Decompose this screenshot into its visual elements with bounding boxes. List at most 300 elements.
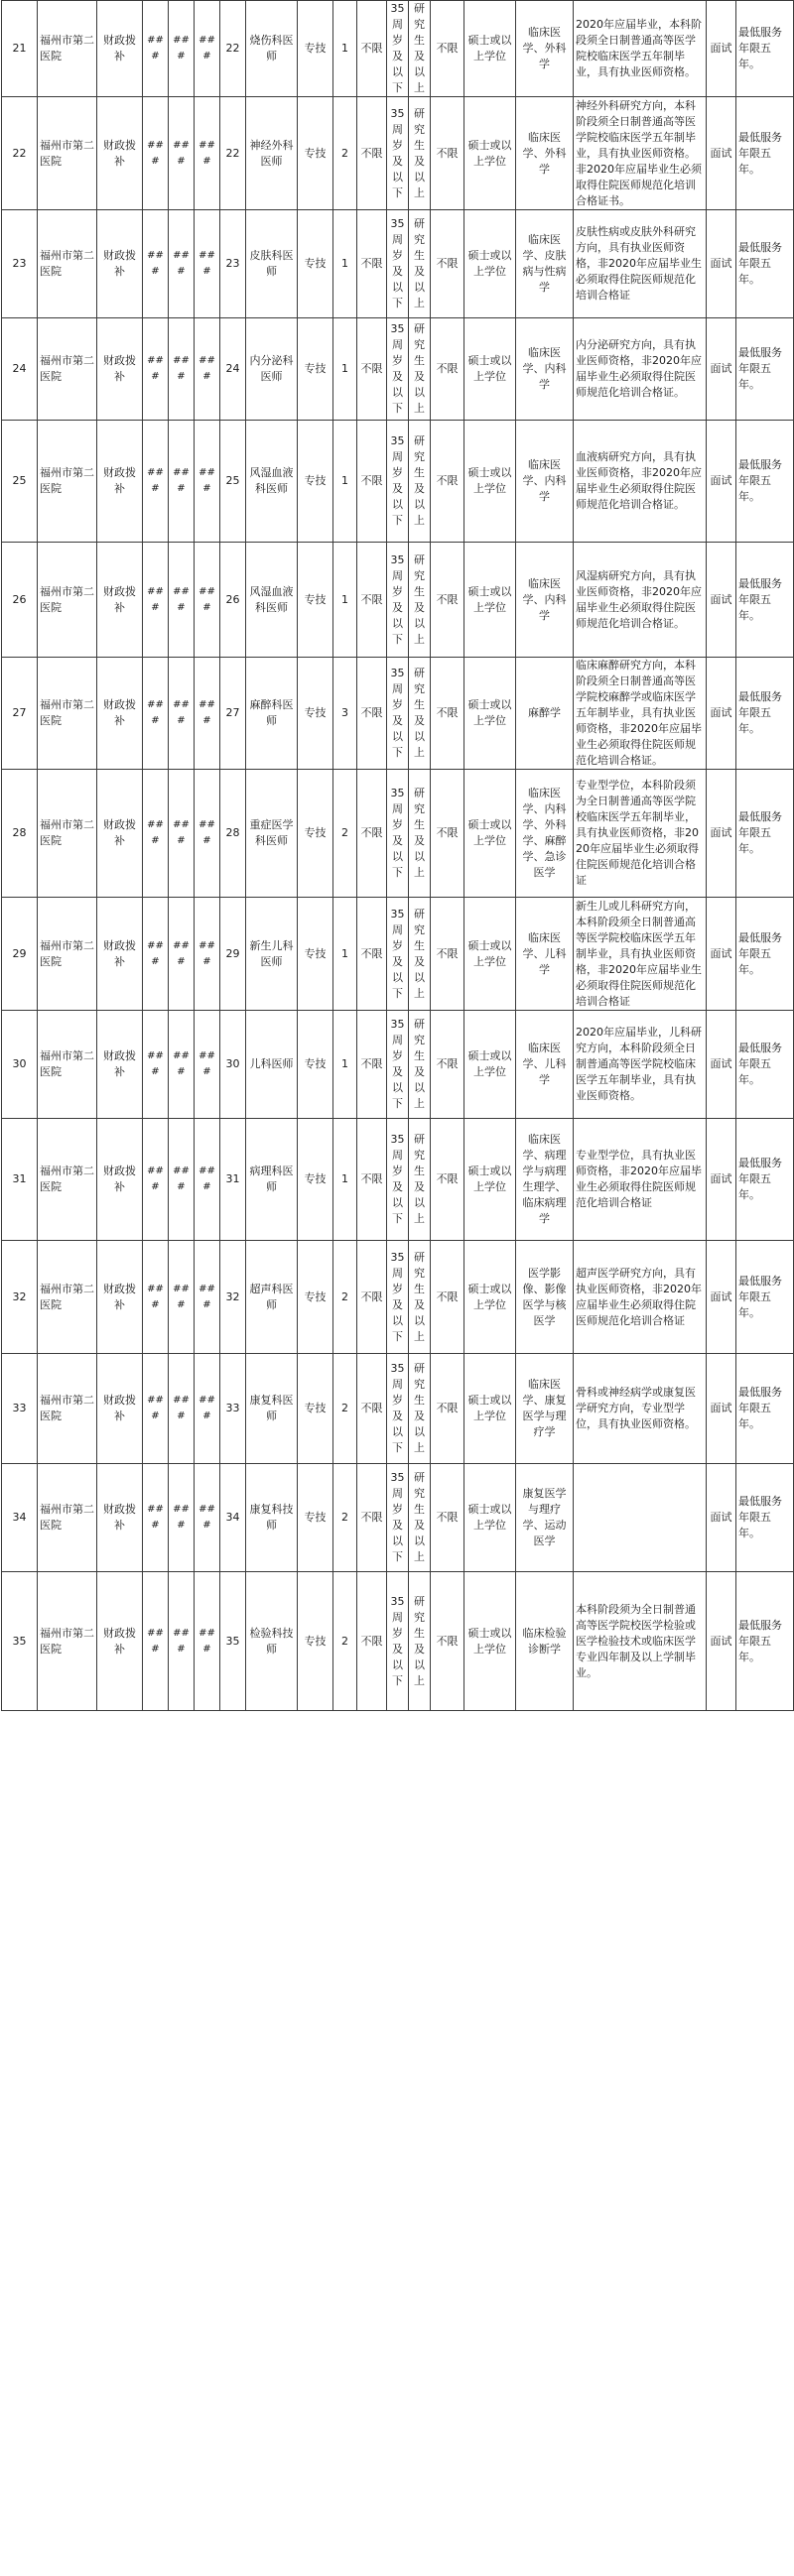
row-gender: 不限 (357, 318, 387, 421)
row-age: 35周岁及以下 (387, 1354, 409, 1464)
row-major: 麻醉学 (516, 658, 574, 770)
row-hukou: 不限 (431, 1464, 464, 1572)
row-pos-code: 28 (220, 770, 246, 898)
row-code3: ### (195, 770, 220, 898)
row-unit: 福州市第二医院 (38, 1, 97, 97)
row-pos-type: 专技 (298, 1572, 333, 1711)
row-count: 1 (333, 421, 357, 543)
row-requirements: 超声医学研究方向，具有执业医师资格，非2020年应届毕业生必须取得住院医师规范化培训合格证 (574, 1241, 707, 1354)
row-pos-name: 康复科技师 (246, 1464, 298, 1572)
row-age: 35周岁及以下 (387, 770, 409, 898)
row-count: 1 (333, 1, 357, 97)
row-hukou: 不限 (431, 770, 464, 898)
row-exam: 面试 (707, 97, 736, 210)
row-major: 临床医学、内科学 (516, 318, 574, 421)
row-count: 2 (333, 1572, 357, 1711)
row-count: 1 (333, 898, 357, 1011)
row-gender: 不限 (357, 543, 387, 658)
row-code3: ### (195, 318, 220, 421)
row-fund: 财政拨补 (97, 97, 143, 210)
row-pos-code: 30 (220, 1011, 246, 1119)
row-count: 1 (333, 1011, 357, 1119)
row-fund: 财政拨补 (97, 1011, 143, 1119)
row-edu: 研究生及以上 (409, 421, 431, 543)
row-fund: 财政拨补 (97, 210, 143, 318)
row-count: 1 (333, 1119, 357, 1241)
table-row (2, 1241, 794, 1354)
row-code2: ### (169, 1241, 195, 1354)
row-exam: 面试 (707, 1354, 736, 1464)
row-note: 最低服务年限五年。 (736, 1119, 794, 1241)
row-note: 最低服务年限五年。 (736, 770, 794, 898)
row-seq: 23 (2, 210, 38, 318)
row-code1: ### (143, 318, 169, 421)
row-edu: 研究生及以上 (409, 1572, 431, 1711)
row-degree: 硕士或以上学位 (464, 1119, 516, 1241)
row-requirements: 专业型学位，本科阶段须为全日制普通高等医学院校临床医学五年制毕业，具有执业医师资格，非2020年应届毕业生必须取得住院医师规范化培训合格证 (574, 770, 707, 898)
row-edu: 研究生及以上 (409, 1241, 431, 1354)
row-exam: 面试 (707, 1572, 736, 1711)
row-degree: 硕士或以上学位 (464, 1241, 516, 1354)
row-gender: 不限 (357, 898, 387, 1011)
row-count: 3 (333, 658, 357, 770)
row-code2: ### (169, 1011, 195, 1119)
row-exam: 面试 (707, 543, 736, 658)
row-major: 临床医学、康复医学与理疗学 (516, 1354, 574, 1464)
table-row (2, 1354, 794, 1464)
row-note: 最低服务年限五年。 (736, 1354, 794, 1464)
row-code2: ### (169, 1119, 195, 1241)
table-row (2, 898, 794, 1011)
row-pos-type: 专技 (298, 210, 333, 318)
table-row (2, 1464, 794, 1572)
row-pos-code: 32 (220, 1241, 246, 1354)
row-age: 35周岁及以下 (387, 898, 409, 1011)
row-pos-code: 27 (220, 658, 246, 770)
row-hukou: 不限 (431, 1011, 464, 1119)
row-seq: 35 (2, 1572, 38, 1711)
row-fund: 财政拨补 (97, 898, 143, 1011)
row-code2: ### (169, 770, 195, 898)
row-note: 最低服务年限五年。 (736, 1241, 794, 1354)
row-code2: ### (169, 1572, 195, 1711)
row-age: 35周岁及以下 (387, 543, 409, 658)
row-gender: 不限 (357, 1011, 387, 1119)
table-row (2, 1011, 794, 1119)
row-degree: 硕士或以上学位 (464, 1572, 516, 1711)
row-pos-code: 22 (220, 1, 246, 97)
row-note: 最低服务年限五年。 (736, 318, 794, 421)
row-unit: 福州市第二医院 (38, 421, 97, 543)
row-edu: 研究生及以上 (409, 318, 431, 421)
row-exam: 面试 (707, 1011, 736, 1119)
row-note: 最低服务年限五年。 (736, 1, 794, 97)
row-pos-type: 专技 (298, 1464, 333, 1572)
row-major: 临床检验诊断学 (516, 1572, 574, 1711)
row-edu: 研究生及以上 (409, 1119, 431, 1241)
row-code3: ### (195, 1241, 220, 1354)
row-pos-name: 神经外科医师 (246, 97, 298, 210)
row-note: 最低服务年限五年。 (736, 421, 794, 543)
row-degree: 硕士或以上学位 (464, 1464, 516, 1572)
row-major: 临床医学、外科学 (516, 1, 574, 97)
row-degree: 硕士或以上学位 (464, 770, 516, 898)
row-code1: ### (143, 543, 169, 658)
row-fund: 财政拨补 (97, 421, 143, 543)
row-pos-name: 康复科医师 (246, 1354, 298, 1464)
row-requirements: 专业型学位，具有执业医师资格，非2020年应届毕业生必须取得住院医师规范化培训合格证 (574, 1119, 707, 1241)
row-unit: 福州市第二医院 (38, 1354, 97, 1464)
row-fund: 财政拨补 (97, 543, 143, 658)
row-seq: 22 (2, 97, 38, 210)
row-count: 2 (333, 97, 357, 210)
row-edu: 研究生及以上 (409, 658, 431, 770)
row-edu: 研究生及以上 (409, 97, 431, 210)
row-degree: 硕士或以上学位 (464, 1011, 516, 1119)
row-fund: 财政拨补 (97, 1572, 143, 1711)
row-pos-type: 专技 (298, 318, 333, 421)
row-pos-code: 31 (220, 1119, 246, 1241)
table-row (2, 1119, 794, 1241)
row-pos-type: 专技 (298, 1011, 333, 1119)
row-unit: 福州市第二医院 (38, 543, 97, 658)
table-row (2, 421, 794, 543)
row-major: 临床医学、内科学、外科学、麻醉学、急诊医学 (516, 770, 574, 898)
row-note: 最低服务年限五年。 (736, 1011, 794, 1119)
row-seq: 24 (2, 318, 38, 421)
row-hukou: 不限 (431, 97, 464, 210)
row-degree: 硕士或以上学位 (464, 318, 516, 421)
row-age: 35周岁及以下 (387, 1464, 409, 1572)
row-code2: ### (169, 421, 195, 543)
row-unit: 福州市第二医院 (38, 318, 97, 421)
row-seq: 28 (2, 770, 38, 898)
row-count: 1 (333, 318, 357, 421)
row-count: 2 (333, 1241, 357, 1354)
row-code1: ### (143, 1011, 169, 1119)
row-pos-type: 专技 (298, 658, 333, 770)
table-row (2, 97, 794, 210)
row-unit: 福州市第二医院 (38, 1241, 97, 1354)
row-unit: 福州市第二医院 (38, 1011, 97, 1119)
row-code1: ### (143, 1241, 169, 1354)
row-exam: 面试 (707, 1241, 736, 1354)
row-unit: 福州市第二医院 (38, 658, 97, 770)
row-gender: 不限 (357, 770, 387, 898)
row-fund: 财政拨补 (97, 658, 143, 770)
row-pos-type: 专技 (298, 1119, 333, 1241)
row-edu: 研究生及以上 (409, 1, 431, 97)
row-fund: 财政拨补 (97, 1119, 143, 1241)
row-code3: ### (195, 421, 220, 543)
row-code2: ### (169, 658, 195, 770)
row-gender: 不限 (357, 97, 387, 210)
row-exam: 面试 (707, 318, 736, 421)
row-code1: ### (143, 210, 169, 318)
row-code2: ### (169, 210, 195, 318)
row-hukou: 不限 (431, 210, 464, 318)
row-code3: ### (195, 1119, 220, 1241)
row-pos-type: 专技 (298, 543, 333, 658)
row-requirements: 2020年应届毕业，儿科研究方向，本科阶段须全日制普通高等医学院校临床医学五年制毕业，具有执业医师资格。 (574, 1011, 707, 1119)
row-pos-code: 22 (220, 97, 246, 210)
row-requirements (574, 1464, 707, 1572)
row-code3: ### (195, 543, 220, 658)
row-pos-code: 26 (220, 543, 246, 658)
row-note: 最低服务年限五年。 (736, 97, 794, 210)
row-degree: 硕士或以上学位 (464, 543, 516, 658)
row-requirements: 皮肤性病或皮肤外科研究方向，具有执业医师资格，非2020年应届毕业生必须取得住院医师规范化培训合格证 (574, 210, 707, 318)
row-code1: ### (143, 1354, 169, 1464)
row-unit: 福州市第二医院 (38, 97, 97, 210)
row-gender: 不限 (357, 1241, 387, 1354)
row-fund: 财政拨补 (97, 1241, 143, 1354)
row-count: 1 (333, 543, 357, 658)
row-major: 临床医学、儿科学 (516, 898, 574, 1011)
row-pos-type: 专技 (298, 898, 333, 1011)
row-edu: 研究生及以上 (409, 1354, 431, 1464)
row-pos-code: 24 (220, 318, 246, 421)
row-note: 最低服务年限五年。 (736, 543, 794, 658)
row-code1: ### (143, 97, 169, 210)
row-code2: ### (169, 898, 195, 1011)
row-code1: ### (143, 658, 169, 770)
row-major: 临床医学、内科学 (516, 421, 574, 543)
row-age: 35周岁及以下 (387, 1119, 409, 1241)
row-note: 最低服务年限五年。 (736, 1464, 794, 1572)
row-unit: 福州市第二医院 (38, 210, 97, 318)
row-exam: 面试 (707, 1464, 736, 1572)
row-hukou: 不限 (431, 318, 464, 421)
row-code3: ### (195, 97, 220, 210)
row-hukou: 不限 (431, 658, 464, 770)
row-degree: 硕士或以上学位 (464, 210, 516, 318)
row-seq: 34 (2, 1464, 38, 1572)
row-pos-name: 麻醉科医师 (246, 658, 298, 770)
row-exam: 面试 (707, 658, 736, 770)
row-hukou: 不限 (431, 898, 464, 1011)
row-exam: 面试 (707, 770, 736, 898)
row-code2: ### (169, 97, 195, 210)
row-hukou: 不限 (431, 1354, 464, 1464)
row-major: 临床医学、病理学与病理生理学、临床病理学 (516, 1119, 574, 1241)
row-fund: 财政拨补 (97, 318, 143, 421)
row-pos-name: 重症医学科医师 (246, 770, 298, 898)
row-age: 35周岁及以下 (387, 97, 409, 210)
row-hukou: 不限 (431, 1572, 464, 1711)
row-degree: 硕士或以上学位 (464, 1354, 516, 1464)
row-code1: ### (143, 898, 169, 1011)
row-edu: 研究生及以上 (409, 543, 431, 658)
row-pos-code: 29 (220, 898, 246, 1011)
row-degree: 硕士或以上学位 (464, 97, 516, 210)
row-age: 35周岁及以下 (387, 658, 409, 770)
row-requirements: 2020年应届毕业，本科阶段须全日制普通高等医学院校临床医学五年制毕业，具有执业医师资格。 (574, 1, 707, 97)
row-code3: ### (195, 1011, 220, 1119)
row-fund: 财政拨补 (97, 1464, 143, 1572)
row-count: 2 (333, 770, 357, 898)
row-count: 2 (333, 1354, 357, 1464)
row-code1: ### (143, 1, 169, 97)
row-pos-name: 儿科医师 (246, 1011, 298, 1119)
row-hukou: 不限 (431, 1, 464, 97)
row-fund: 财政拨补 (97, 770, 143, 898)
row-edu: 研究生及以上 (409, 1011, 431, 1119)
row-code3: ### (195, 1, 220, 97)
table-row (2, 1572, 794, 1711)
row-code3: ### (195, 658, 220, 770)
row-seq: 32 (2, 1241, 38, 1354)
row-hukou: 不限 (431, 1241, 464, 1354)
table-row (2, 543, 794, 658)
table-row (2, 318, 794, 421)
row-seq: 25 (2, 421, 38, 543)
row-unit: 福州市第二医院 (38, 1119, 97, 1241)
row-exam: 面试 (707, 421, 736, 543)
row-code1: ### (143, 1464, 169, 1572)
row-code2: ### (169, 1464, 195, 1572)
row-code3: ### (195, 1464, 220, 1572)
row-pos-type: 专技 (298, 421, 333, 543)
row-gender: 不限 (357, 1, 387, 97)
row-major: 临床医学、外科学 (516, 97, 574, 210)
row-hukou: 不限 (431, 543, 464, 658)
row-seq: 31 (2, 1119, 38, 1241)
row-count: 1 (333, 210, 357, 318)
row-pos-code: 33 (220, 1354, 246, 1464)
row-major: 临床医学、儿科学 (516, 1011, 574, 1119)
table-row (2, 658, 794, 770)
row-pos-code: 23 (220, 210, 246, 318)
row-pos-code: 25 (220, 421, 246, 543)
row-code1: ### (143, 421, 169, 543)
row-seq: 30 (2, 1011, 38, 1119)
row-pos-name: 风湿血液科医师 (246, 421, 298, 543)
row-edu: 研究生及以上 (409, 770, 431, 898)
row-seq: 26 (2, 543, 38, 658)
row-edu: 研究生及以上 (409, 1464, 431, 1572)
row-code3: ### (195, 898, 220, 1011)
row-gender: 不限 (357, 1464, 387, 1572)
row-pos-code: 34 (220, 1464, 246, 1572)
row-pos-name: 新生儿科医师 (246, 898, 298, 1011)
row-gender: 不限 (357, 1572, 387, 1711)
row-exam: 面试 (707, 1, 736, 97)
row-code3: ### (195, 210, 220, 318)
row-gender: 不限 (357, 1354, 387, 1464)
row-edu: 研究生及以上 (409, 210, 431, 318)
row-code2: ### (169, 1354, 195, 1464)
row-major: 医学影像、影像医学与核医学 (516, 1241, 574, 1354)
row-code1: ### (143, 1119, 169, 1241)
row-code2: ### (169, 543, 195, 658)
row-note: 最低服务年限五年。 (736, 1572, 794, 1711)
row-pos-type: 专技 (298, 1, 333, 97)
positions-table (1, 0, 794, 1711)
row-degree: 硕士或以上学位 (464, 658, 516, 770)
row-requirements: 风湿病研究方向，具有执业医师资格，非2020年应届毕业生必须取得住院医师规范化培训合格证。 (574, 543, 707, 658)
row-seq: 33 (2, 1354, 38, 1464)
row-age: 35周岁及以下 (387, 210, 409, 318)
row-requirements: 血液病研究方向，具有执业医师资格，非2020年应届毕业生必须取得住院医师规范化培训合格证。 (574, 421, 707, 543)
row-note: 最低服务年限五年。 (736, 658, 794, 770)
row-unit: 福州市第二医院 (38, 898, 97, 1011)
row-degree: 硕士或以上学位 (464, 898, 516, 1011)
row-pos-type: 专技 (298, 770, 333, 898)
row-seq: 29 (2, 898, 38, 1011)
row-exam: 面试 (707, 1119, 736, 1241)
row-requirements: 新生儿或儿科研究方向，本科阶段须全日制普通高等医学院校临床医学五年制毕业，具有执业医师资格，非2020年应届毕业生必须取得住院医师规范化培训合格证 (574, 898, 707, 1011)
row-note: 最低服务年限五年。 (736, 898, 794, 1011)
row-count: 2 (333, 1464, 357, 1572)
row-major: 临床医学、内科学 (516, 543, 574, 658)
row-requirements: 神经外科研究方向，本科阶段须全日制普通高等医学院校临床医学五年制毕业，具有执业医师资格。非2020年应届毕业生必须取得住院医师规范化培训合格证书。 (574, 97, 707, 210)
row-exam: 面试 (707, 898, 736, 1011)
row-gender: 不限 (357, 658, 387, 770)
row-code2: ### (169, 1, 195, 97)
row-pos-type: 专技 (298, 97, 333, 210)
row-seq: 27 (2, 658, 38, 770)
row-hukou: 不限 (431, 421, 464, 543)
row-unit: 福州市第二医院 (38, 1572, 97, 1711)
row-code2: ### (169, 318, 195, 421)
row-code1: ### (143, 1572, 169, 1711)
table-row (2, 770, 794, 898)
row-pos-type: 专技 (298, 1354, 333, 1464)
row-requirements: 本科阶段须为全日制普通高等医学院校医学检验或医学检验技术或临床医学专业四年制及以上学制毕业。 (574, 1572, 707, 1711)
row-age: 35周岁及以下 (387, 1011, 409, 1119)
row-exam: 面试 (707, 210, 736, 318)
row-age: 35周岁及以下 (387, 421, 409, 543)
row-gender: 不限 (357, 421, 387, 543)
row-age: 35周岁及以下 (387, 1241, 409, 1354)
row-code1: ### (143, 770, 169, 898)
row-pos-name: 超声科医师 (246, 1241, 298, 1354)
row-fund: 财政拨补 (97, 1354, 143, 1464)
row-unit: 福州市第二医院 (38, 770, 97, 898)
row-gender: 不限 (357, 1119, 387, 1241)
row-pos-name: 烧伤科医师 (246, 1, 298, 97)
row-unit: 福州市第二医院 (38, 1464, 97, 1572)
row-pos-name: 检验科技师 (246, 1572, 298, 1711)
row-pos-name: 内分泌科医师 (246, 318, 298, 421)
row-pos-name: 风湿血液科医师 (246, 543, 298, 658)
row-pos-name: 皮肤科医师 (246, 210, 298, 318)
row-requirements: 临床麻醉研究方向，本科阶段须全日制普通高等医学院校麻醉学或临床医学五年制毕业，具有执业医师资格，非2020年应届毕业生必须取得住院医师规范化培训合格证。 (574, 658, 707, 770)
row-requirements: 内分泌研究方向，具有执业医师资格，非2020年应届毕业生必须取得住院医师规范化培训合格证。 (574, 318, 707, 421)
row-seq: 21 (2, 1, 38, 97)
row-requirements: 骨科或神经病学或康复医学研究方向，专业型学位，具有执业医师资格。 (574, 1354, 707, 1464)
row-degree: 硕士或以上学位 (464, 1, 516, 97)
table-row (2, 210, 794, 318)
row-code3: ### (195, 1354, 220, 1464)
row-code3: ### (195, 1572, 220, 1711)
row-major: 康复医学与理疗学、运动医学 (516, 1464, 574, 1572)
row-age: 35周岁及以下 (387, 318, 409, 421)
row-pos-name: 病理科医师 (246, 1119, 298, 1241)
row-fund: 财政拨补 (97, 1, 143, 97)
row-age: 35周岁及以下 (387, 1, 409, 97)
row-major: 临床医学、皮肤病与性病学 (516, 210, 574, 318)
row-pos-type: 专技 (298, 1241, 333, 1354)
row-age: 35周岁及以下 (387, 1572, 409, 1711)
row-edu: 研究生及以上 (409, 898, 431, 1011)
row-pos-code: 35 (220, 1572, 246, 1711)
row-gender: 不限 (357, 210, 387, 318)
table-row (2, 1, 794, 97)
row-note: 最低服务年限五年。 (736, 210, 794, 318)
row-hukou: 不限 (431, 1119, 464, 1241)
